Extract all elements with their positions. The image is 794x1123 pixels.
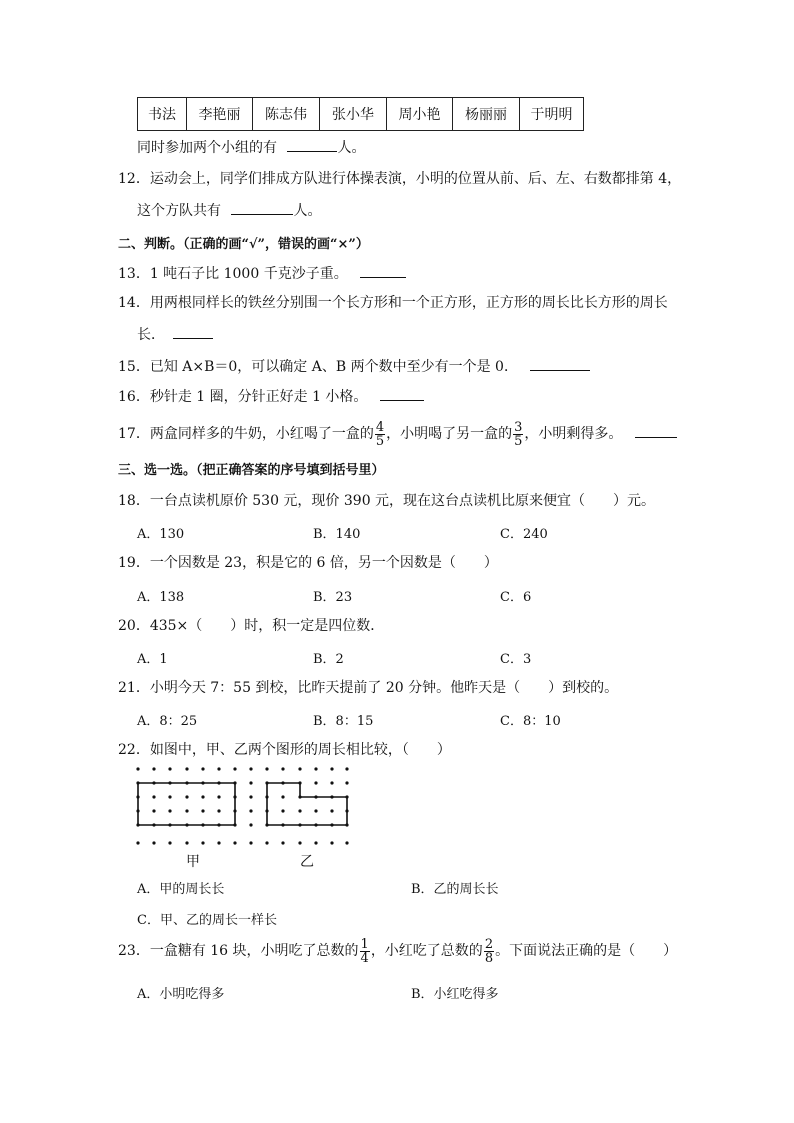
grid-dot [217,809,220,812]
question-text: 。下面说法正确的是（ ） [495,943,678,959]
fraction [484,938,494,965]
table-cell: 杨丽丽 [453,98,520,131]
grid-dot [265,767,268,770]
question-16 [118,386,424,408]
grid-dot [249,781,252,784]
question-text: 16．秒针走 1 圈，分针正好走 1 小格。 [118,389,368,405]
grid-dot [330,767,333,770]
table-cell: 张小华 [320,98,387,131]
question-text: 17．两盒同样多的牛奶，小红喝了一盒的 [118,426,374,442]
grid-dot [330,809,333,812]
grid-dot [249,767,252,770]
question-19: 19．一个因数是 23，积是它的 6 倍，另一个因数是（ ） [118,555,498,571]
grid-dot [217,841,220,844]
option-c[interactable]: C．甲、乙的周长一样长 [137,913,277,928]
grid-dot [249,809,252,812]
question-13 [118,263,406,285]
question-text: 同时参加两个小组的有 [137,140,277,156]
table-cell: 陈志伟 [253,98,320,131]
question-text: 这个方队共有 [137,203,221,219]
label-yi: 乙 [300,854,314,870]
grid-dot [249,795,252,798]
option-b[interactable]: B．2 [313,652,344,667]
option-b[interactable]: B．乙的周长长 [411,882,499,897]
grid-dot [298,841,301,844]
option-c[interactable]: C．3 [500,652,532,667]
question-11-tail [137,137,365,159]
option-a[interactable]: A．130 [137,527,185,542]
grid-dot [345,781,348,784]
grid-dot [168,767,171,770]
label-jia: 甲 [186,854,200,870]
question-text: ，小明喝了另一盒的 [386,426,513,442]
grid-dot [281,841,284,844]
grid-dot [281,767,284,770]
grid-dot [314,767,317,770]
grid-dot [168,841,171,844]
question-22: 22．如图中，甲、乙两个图形的周长相比较，（ ） [118,742,451,758]
grid-dot [249,823,252,826]
question-20: 20．435×（ ）时，积一定是四位数． [118,618,385,634]
table-cell: 周小艳 [387,98,453,131]
section-2-heading: 二、判断。（正确的画“√”，错误的画“×”） [118,237,369,252]
grid-dot [168,795,171,798]
fraction-numerator: 3 [514,419,523,435]
question-15 [118,356,590,378]
grid-dot [185,795,188,798]
option-a[interactable]: A．8：25 [137,714,198,729]
question-text: ，小明剩得多。 [524,426,623,442]
fraction-numerator: 2 [484,936,494,952]
grid-dot [201,795,204,798]
option-a[interactable]: A．1 [137,652,168,667]
answer-blank[interactable] [380,386,424,401]
grid-dot [281,795,284,798]
fraction [375,421,385,448]
grid-dot [217,795,220,798]
answer-blank[interactable] [360,263,406,278]
table-cell: 李艳丽 [187,98,253,131]
grid-dot [249,841,252,844]
grid-dot [314,841,317,844]
grid-dot [152,767,155,770]
dot-grid-figure [130,762,360,852]
shape-yi-outline [267,783,347,825]
grid-dot [345,841,348,844]
grid-dot [265,841,268,844]
question-text: 长． [137,327,165,343]
question-14-line2 [137,324,213,346]
grid-dot [185,809,188,812]
fraction-numerator: 4 [375,419,385,435]
grid-dot [233,841,236,844]
grid-dots [136,767,348,844]
fraction [513,421,523,448]
grid-dot [314,781,317,784]
option-c[interactable]: C．240 [500,527,548,542]
answer-blank[interactable] [635,423,677,438]
grid-dot [298,767,301,770]
question-text: 15．已知 A×B＝0，可以确定 A、B 两个数中至少有一个是 0． [118,359,518,375]
shape-jia-outline [138,783,235,825]
unit-text: 人。 [293,203,322,219]
grid-dot [136,767,139,770]
section-3-heading: 三、选一选。（把正确答案的序号填到括号里） [118,463,385,478]
question-18: 18．一台点读机原价 530 元，现价 390 元，现在这台点读机比原来便宜（ ）元。 [118,493,656,509]
option-b[interactable]: B．小红吃得多 [411,987,499,1002]
option-b[interactable]: B．140 [313,527,361,542]
group-members-table [137,97,584,131]
grid-dot [217,767,220,770]
answer-blank[interactable] [287,137,337,152]
answer-blank[interactable] [231,200,293,215]
table-cell: 于明明 [520,98,584,131]
table-row [138,98,584,131]
fraction-denominator: 5 [375,433,385,449]
question-text: 13．1 吨石子比 1000 千克沙子重。 [118,266,348,282]
table-cell: 书法 [138,98,187,131]
grid-dot [281,809,284,812]
grid-dot [185,841,188,844]
grid-dot [136,841,139,844]
grid-dot [233,767,236,770]
grid-dot [298,809,301,812]
question-12: 12．运动会上，同学们排成方队进行体操表演，小明的位置从前、后、左、右数都排第 4， [118,171,682,187]
grid-dot [152,795,155,798]
fraction-denominator: 8 [484,950,494,966]
unit-text: 人。 [337,140,366,156]
question-17 [118,416,677,452]
option-a[interactable]: A．小明吃得多 [137,987,225,1002]
grid-dot [168,809,171,812]
grid-dot [201,809,204,812]
grid-dot [314,809,317,812]
grid-dot [330,781,333,784]
fraction-denominator: 5 [514,433,523,449]
question-text: ，小红吃了总数的 [370,943,483,959]
question-23 [118,933,677,969]
grid-dot [185,767,188,770]
grid-dot [330,841,333,844]
answer-blank[interactable] [530,356,590,371]
fraction [360,938,370,965]
option-c[interactable]: C．8：10 [500,714,561,729]
question-12-line2 [137,200,321,222]
option-b[interactable]: B．8：15 [313,714,374,729]
grid-dot [201,841,204,844]
fraction-denominator: 4 [360,950,369,966]
question-text: 23．一盒糖有 16 块，小明吃了总数的 [118,943,359,959]
option-c[interactable]: C．6 [500,590,532,605]
option-a[interactable]: A．甲的周长长 [137,882,225,897]
question-21: 21．小明今天 7：55 到校，比昨天提前了 20 分钟。他昨天是（ ）到校的。 [118,680,619,696]
option-a[interactable]: A．138 [137,590,185,605]
grid-dot [201,767,204,770]
question-14: 14．用两根同样长的铁丝分别围一个长方形和一个正方形，正方形的周长比长方形的周长 [118,295,668,311]
grid-dot [152,809,155,812]
grid-dot [345,767,348,770]
grid-dot [152,841,155,844]
fraction-numerator: 1 [360,936,369,952]
option-b[interactable]: B．23 [313,590,353,605]
answer-blank[interactable] [173,324,213,339]
